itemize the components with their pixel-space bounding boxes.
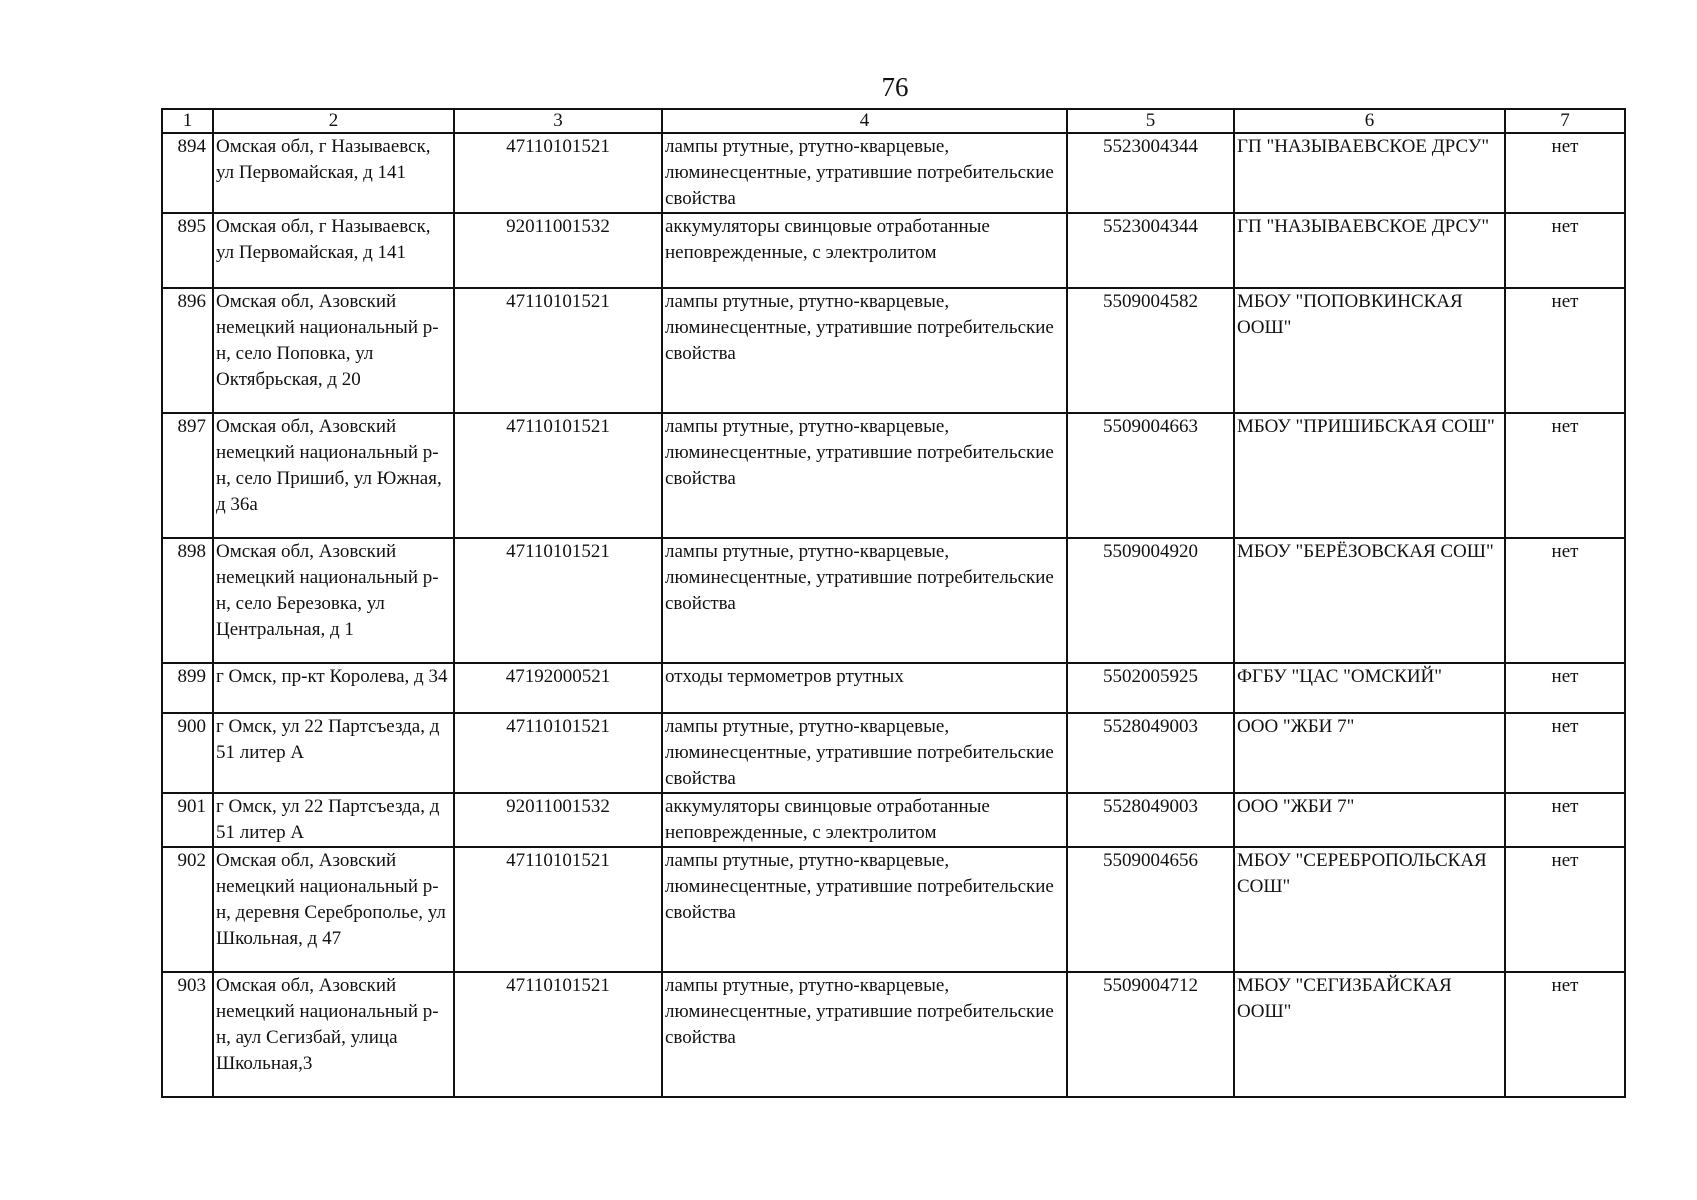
inn-cell: 5509004582: [1067, 288, 1234, 413]
table-row: [162, 793, 1625, 847]
table-row: [162, 413, 1625, 538]
organization-cell: ООО "ЖБИ 7": [1234, 793, 1505, 847]
organization-cell: ООО "ЖБИ 7": [1234, 713, 1505, 793]
row-number: 902: [162, 847, 213, 972]
waste-code-cell: 47110101521: [454, 972, 662, 1097]
organization-cell: ГП "НАЗЫВАЕВСКОЕ ДРСУ": [1234, 133, 1505, 213]
row-number: 898: [162, 538, 213, 663]
row-number: 903: [162, 972, 213, 1097]
waste-name-cell: лампы ртутные, ртутно-кварцевые, люминесцентные, утратившие потребительские свойства: [662, 847, 1067, 972]
address-cell: Омская обл, Азовский немецкий национальный р-н, деревня Сереброполье, ул Школьная, д 47: [213, 847, 454, 972]
row-number: 896: [162, 288, 213, 413]
flag-cell: нет: [1505, 847, 1625, 972]
address-cell: Омская обл, г Называевск, ул Первомайская, д 141: [213, 133, 454, 213]
waste-name-cell: отходы термометров ртутных: [662, 663, 1067, 713]
organization-cell: МБОУ "БЕРЁЗОВСКАЯ СОШ": [1234, 538, 1505, 663]
column-header-2: 2: [213, 109, 454, 133]
flag-cell: нет: [1505, 413, 1625, 538]
flag-cell: нет: [1505, 538, 1625, 663]
address-cell: Омская обл, Азовский немецкий национальный р-н, село Поповка, ул Октябрьская, д 20: [213, 288, 454, 413]
address-cell: г Омск, пр-кт Королева, д 34: [213, 663, 454, 713]
table-row: [162, 538, 1625, 663]
waste-name-cell: лампы ртутные, ртутно-кварцевые, люминесцентные, утратившие потребительские свойства: [662, 413, 1067, 538]
waste-code-cell: 47110101521: [454, 288, 662, 413]
table-header: [162, 109, 1625, 133]
organization-cell: МБОУ "ПОПОВКИНСКАЯ ООШ": [1234, 288, 1505, 413]
waste-name-cell: аккумуляторы свинцовые отработанные неповрежденные, с электролитом: [662, 793, 1067, 847]
waste-code-cell: 47110101521: [454, 538, 662, 663]
waste-code-cell: 47192000521: [454, 663, 662, 713]
flag-cell: нет: [1505, 288, 1625, 413]
row-number: 900: [162, 713, 213, 793]
table-row: [162, 847, 1625, 972]
inn-cell: 5502005925: [1067, 663, 1234, 713]
row-number: 894: [162, 133, 213, 213]
waste-name-cell: лампы ртутные, ртутно-кварцевые, люминесцентные, утратившие потребительские свойства: [662, 713, 1067, 793]
column-header-3: 3: [454, 109, 662, 133]
waste-code-cell: 47110101521: [454, 847, 662, 972]
waste-code-cell: 47110101521: [454, 133, 662, 213]
flag-cell: нет: [1505, 793, 1625, 847]
waste-name-cell: лампы ртутные, ртутно-кварцевые, люминесцентные, утратившие потребительские свойства: [662, 538, 1067, 663]
row-number: 899: [162, 663, 213, 713]
table-row: [162, 288, 1625, 413]
column-header-7: 7: [1505, 109, 1625, 133]
table-row: [162, 713, 1625, 793]
address-cell: Омская обл, Азовский немецкий национальный р-н, аул Сегизбай, улица Школьная,3: [213, 972, 454, 1097]
waste-code-cell: 92011001532: [454, 213, 662, 288]
inn-cell: 5509004712: [1067, 972, 1234, 1097]
waste-code-cell: 47110101521: [454, 413, 662, 538]
organization-cell: ГП "НАЗЫВАЕВСКОЕ ДРСУ": [1234, 213, 1505, 288]
address-cell: г Омск, ул 22 Партсъезда, д 51 литер А: [213, 713, 454, 793]
row-number: 895: [162, 213, 213, 288]
waste-code-cell: 92011001532: [454, 793, 662, 847]
table-body: [162, 133, 1625, 1097]
registry-table: [161, 108, 1626, 1098]
address-cell: Омская обл, Азовский немецкий национальный р-н, село Березовка, ул Центральная, д 1: [213, 538, 454, 663]
waste-name-cell: лампы ртутные, ртутно-кварцевые, люминесцентные, утратившие потребительские свойства: [662, 133, 1067, 213]
row-number: 901: [162, 793, 213, 847]
flag-cell: нет: [1505, 972, 1625, 1097]
column-header-6: 6: [1234, 109, 1505, 133]
column-header-1: 1: [162, 109, 213, 133]
waste-name-cell: аккумуляторы свинцовые отработанные неповрежденные, с электролитом: [662, 213, 1067, 288]
address-cell: Омская обл, Азовский немецкий национальный р-н, село Пришиб, ул Южная, д 36а: [213, 413, 454, 538]
column-header-5: 5: [1067, 109, 1234, 133]
organization-cell: ФГБУ "ЦАС "ОМСКИЙ": [1234, 663, 1505, 713]
address-cell: г Омск, ул 22 Партсъезда, д 51 литер А: [213, 793, 454, 847]
inn-cell: 5523004344: [1067, 133, 1234, 213]
page-number: 76: [881, 72, 909, 102]
organization-cell: МБОУ "ПРИШИБСКАЯ СОШ": [1234, 413, 1505, 538]
inn-cell: 5509004663: [1067, 413, 1234, 538]
waste-name-cell: лампы ртутные, ртутно-кварцевые, люминесцентные, утратившие потребительские свойства: [662, 972, 1067, 1097]
flag-cell: нет: [1505, 663, 1625, 713]
table-row: [162, 213, 1625, 288]
organization-cell: МБОУ "СЕГИЗБАЙСКАЯ ООШ": [1234, 972, 1505, 1097]
table-row: [162, 133, 1625, 213]
inn-cell: 5509004920: [1067, 538, 1234, 663]
address-cell: Омская обл, г Называевск, ул Первомайская, д 141: [213, 213, 454, 288]
table-row: [162, 972, 1625, 1097]
inn-cell: 5528049003: [1067, 793, 1234, 847]
organization-cell: МБОУ "СЕРЕБРОПОЛЬСКАЯ СОШ": [1234, 847, 1505, 972]
flag-cell: нет: [1505, 713, 1625, 793]
inn-cell: 5523004344: [1067, 213, 1234, 288]
header-row: [162, 109, 1625, 133]
inn-cell: 5528049003: [1067, 713, 1234, 793]
waste-code-cell: 47110101521: [454, 713, 662, 793]
flag-cell: нет: [1505, 133, 1625, 213]
table-row: [162, 663, 1625, 713]
inn-cell: 5509004656: [1067, 847, 1234, 972]
row-number: 897: [162, 413, 213, 538]
column-header-4: 4: [662, 109, 1067, 133]
waste-name-cell: лампы ртутные, ртутно-кварцевые, люминесцентные, утратившие потребительские свойства: [662, 288, 1067, 413]
flag-cell: нет: [1505, 213, 1625, 288]
